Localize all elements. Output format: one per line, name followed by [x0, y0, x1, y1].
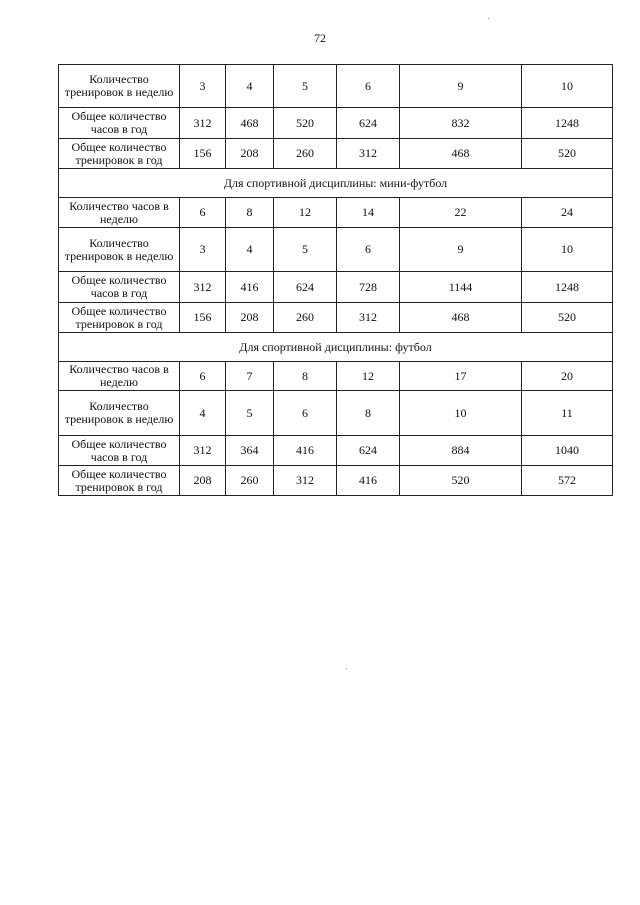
- table-cell: 312: [274, 466, 337, 496]
- table-cell: 468: [400, 303, 522, 333]
- table-cell: 156: [180, 139, 226, 169]
- table-cell: 6: [180, 198, 226, 228]
- section-header-row: [59, 333, 613, 362]
- table-cell: 3: [180, 228, 226, 272]
- table-cell: 6: [337, 228, 400, 272]
- table-cell: 3: [180, 65, 226, 108]
- table-cell: 1144: [400, 272, 522, 303]
- table-cell: 8: [337, 391, 400, 436]
- table-cell: 208: [180, 466, 226, 496]
- table-row: [59, 65, 613, 108]
- table-row: [59, 228, 613, 272]
- row-label: Общее количество часов в год: [59, 436, 180, 466]
- table-cell: 22: [400, 198, 522, 228]
- table-cell: 156: [180, 303, 226, 333]
- training-schedule-table: [58, 64, 613, 496]
- table-cell: 1040: [522, 436, 613, 466]
- table-cell: 12: [274, 198, 337, 228]
- table-cell: 468: [226, 108, 274, 139]
- table-cell: 20: [522, 362, 613, 391]
- row-label: Общее количество часов в год: [59, 108, 180, 139]
- row-label: Количество часов в неделю: [59, 362, 180, 391]
- table-cell: 4: [226, 65, 274, 108]
- table-cell: 5: [274, 228, 337, 272]
- table-cell: 260: [226, 466, 274, 496]
- table-cell: 312: [337, 139, 400, 169]
- table-cell: 10: [522, 228, 613, 272]
- table-row: [59, 303, 613, 333]
- table-row: [59, 436, 613, 466]
- table-cell: 572: [522, 466, 613, 496]
- table-cell: 4: [180, 391, 226, 436]
- table-cell: 12: [337, 362, 400, 391]
- table-cell: 312: [180, 272, 226, 303]
- table-cell: 5: [226, 391, 274, 436]
- table-cell: 624: [337, 108, 400, 139]
- table-cell: 312: [337, 303, 400, 333]
- table-cell: 260: [274, 139, 337, 169]
- table-cell: 11: [522, 391, 613, 436]
- table-row: [59, 466, 613, 496]
- section-title-football: Для спортивной дисциплины: футбол: [59, 333, 613, 362]
- table-cell: 728: [337, 272, 400, 303]
- row-label: Общее количество часов в год: [59, 272, 180, 303]
- table-cell: 8: [226, 198, 274, 228]
- table-cell: 520: [274, 108, 337, 139]
- row-label: Общее количество тренировок в год: [59, 139, 180, 169]
- section-title-mini-football: Для спортивной дисциплины: мини-футбол: [59, 169, 613, 198]
- table-cell: 7: [226, 362, 274, 391]
- table-cell: 416: [337, 466, 400, 496]
- scan-speck: [346, 668, 347, 669]
- table-cell: 1248: [522, 108, 613, 139]
- table-cell: 260: [274, 303, 337, 333]
- table-cell: 9: [400, 65, 522, 108]
- table-cell: 520: [522, 139, 613, 169]
- row-label: Общее количество тренировок в год: [59, 303, 180, 333]
- table-cell: 9: [400, 228, 522, 272]
- table-cell: 832: [400, 108, 522, 139]
- row-label: Количество тренировок в неделю: [59, 65, 180, 108]
- row-label: Количество тренировок в неделю: [59, 391, 180, 436]
- table-row: [59, 391, 613, 436]
- table-cell: 1248: [522, 272, 613, 303]
- table-cell: 416: [226, 272, 274, 303]
- table-cell: 10: [522, 65, 613, 108]
- table-row: [59, 362, 613, 391]
- table-cell: 14: [337, 198, 400, 228]
- table-row: [59, 139, 613, 169]
- table-cell: 6: [180, 362, 226, 391]
- table-cell: 520: [522, 303, 613, 333]
- table-cell: 6: [274, 391, 337, 436]
- table-cell: 468: [400, 139, 522, 169]
- table-cell: 624: [274, 272, 337, 303]
- table-cell: 520: [400, 466, 522, 496]
- table-cell: 416: [274, 436, 337, 466]
- table-cell: 10: [400, 391, 522, 436]
- page-number: 72: [314, 31, 326, 45]
- table-cell: 17: [400, 362, 522, 391]
- table-row: [59, 198, 613, 228]
- table-cell: 312: [180, 436, 226, 466]
- row-label: Общее количество тренировок в год: [59, 466, 180, 496]
- table-cell: 4: [226, 228, 274, 272]
- scan-speck: [488, 18, 489, 19]
- section-header-row: [59, 169, 613, 198]
- table-cell: 24: [522, 198, 613, 228]
- table-cell: 312: [180, 108, 226, 139]
- table-cell: 624: [337, 436, 400, 466]
- table-cell: 208: [226, 139, 274, 169]
- table-row: [59, 108, 613, 139]
- table-cell: 6: [337, 65, 400, 108]
- row-label: Количество тренировок в неделю: [59, 228, 180, 272]
- table-cell: 8: [274, 362, 337, 391]
- table-cell: 364: [226, 436, 274, 466]
- row-label: Количество часов в неделю: [59, 198, 180, 228]
- table-cell: 5: [274, 65, 337, 108]
- table-row: [59, 272, 613, 303]
- table-cell: 884: [400, 436, 522, 466]
- table-cell: 208: [226, 303, 274, 333]
